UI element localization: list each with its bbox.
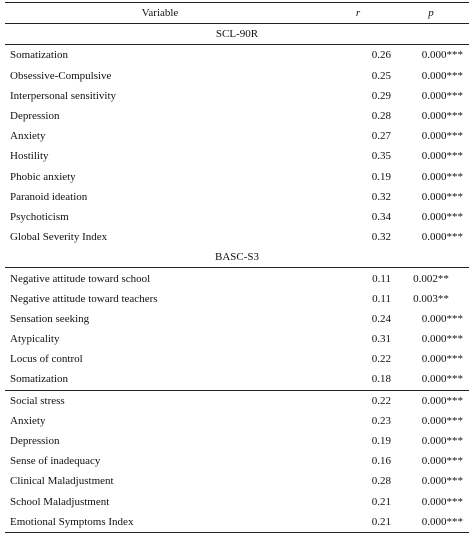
table-row (5, 106, 469, 126)
r-value-cell: 0.28 (371, 475, 391, 488)
section-header-row (5, 247, 469, 268)
p-value-cell: 0.000*** (421, 231, 463, 244)
r-value-cell: 0.11 (372, 292, 391, 305)
p-value-cell: 0.000*** (393, 390, 469, 411)
r-value-cell: 0.26 (371, 49, 391, 62)
section-title: BASC-S3 (5, 247, 469, 268)
table-row (5, 207, 469, 227)
r-value-cell: 0.25 (371, 69, 391, 82)
table-row (5, 268, 469, 289)
r-value-cell: 0.34 (371, 210, 391, 223)
p-value-cell: 0.002** (413, 272, 449, 285)
section-title: SCL-90R (5, 24, 469, 45)
table-row (5, 86, 469, 106)
variable-name-cell: Somatization (10, 49, 69, 62)
variable-name-cell: Depression (10, 435, 60, 448)
table-row (5, 309, 469, 329)
variable-name-cell: Interpersonal sensitivity (10, 89, 117, 102)
p-value-cell: 0.000*** (421, 89, 463, 102)
r-value-cell: 0.19 (371, 170, 391, 183)
table-row (5, 471, 469, 491)
table-row (5, 451, 469, 471)
p-value-cell: 0.000*** (421, 455, 463, 468)
variable-name-cell: Depression (10, 110, 60, 123)
correlation-table (5, 2, 469, 533)
p-value-cell: 0.000*** (421, 495, 463, 508)
p-value-cell: 0.000*** (421, 69, 463, 82)
variable-name-cell: Anxiety (10, 130, 46, 143)
p-value-cell: 0.000*** (393, 512, 469, 533)
r-value-cell: 0.32 (371, 231, 391, 244)
r-value-cell: 0.22 (371, 353, 391, 366)
section-header-row (5, 24, 469, 45)
variable-name-cell: Negative attitude toward school (10, 272, 151, 285)
table-row (5, 167, 469, 187)
p-value-cell: 0.000*** (421, 170, 463, 183)
variable-name-cell: Social stress (5, 390, 323, 411)
r-value-cell: 0.18 (371, 373, 391, 386)
p-value-cell: 0.000*** (421, 190, 463, 203)
table-body (5, 24, 469, 533)
p-value-cell: 0.000*** (421, 130, 463, 143)
r-value-cell: 0.24 (371, 312, 391, 325)
r-value-cell: 0.31 (371, 333, 391, 346)
r-value-cell: 0.23 (371, 414, 391, 427)
r-value-cell: 0.19 (371, 435, 391, 448)
table-row (5, 492, 469, 512)
table-row (5, 349, 469, 369)
table-row (5, 512, 469, 533)
variable-name-cell: Global Severity Index (10, 231, 108, 244)
table-row (5, 66, 469, 86)
table-row (5, 329, 469, 349)
header-r: r (323, 3, 393, 24)
variable-name-cell: Obsessive-Compulsive (10, 69, 112, 82)
r-value-cell: 0.27 (371, 130, 391, 143)
header-variable: Variable (5, 3, 323, 24)
variable-name-cell: Phobic anxiety (10, 170, 76, 183)
table-row (5, 431, 469, 451)
variable-name-cell: Atypicality (10, 333, 60, 346)
header-p: p (393, 3, 469, 24)
r-value-cell: 0.21 (371, 495, 391, 508)
p-value-cell: 0.000*** (421, 150, 463, 163)
p-value-cell: 0.000*** (421, 435, 463, 448)
r-value-cell: 0.22 (323, 390, 393, 411)
p-value-cell: 0.000*** (421, 414, 463, 427)
p-value-cell: 0.000*** (421, 475, 463, 488)
r-value-cell: 0.11 (372, 272, 391, 285)
p-value-cell: 0.000*** (421, 312, 463, 325)
table-row (5, 369, 469, 390)
p-value-cell: 0.000*** (421, 49, 463, 62)
r-value-cell: 0.28 (371, 110, 391, 123)
p-value-cell: 0.000*** (421, 110, 463, 123)
p-value-cell: 0.000*** (421, 333, 463, 346)
variable-name-cell: Paranoid ideation (10, 190, 88, 203)
variable-name-cell: Sense of inadequacy (10, 455, 101, 468)
p-value-cell: 0.000*** (421, 373, 463, 386)
variable-name-cell: Anxiety (10, 414, 46, 427)
table-row (5, 227, 469, 247)
r-value-cell: 0.29 (371, 89, 391, 102)
r-value-cell: 0.16 (371, 455, 391, 468)
p-value-cell: 0.000*** (421, 353, 463, 366)
table-row (5, 146, 469, 166)
p-value-cell: 0.003** (413, 292, 449, 305)
variable-name-cell: Psychoticism (10, 210, 69, 223)
p-value-cell: 0.000*** (421, 210, 463, 223)
r-value-cell: 0.21 (323, 512, 393, 533)
table-row (5, 45, 469, 66)
variable-name-cell: Somatization (10, 373, 69, 386)
variable-name-cell: Hostility (10, 150, 49, 163)
variable-name-cell: School Maladjustment (10, 495, 110, 508)
r-value-cell: 0.35 (371, 150, 391, 163)
variable-name-cell: Sensation seeking (10, 312, 90, 325)
variable-name-cell: Locus of control (10, 353, 83, 366)
table-row (5, 289, 469, 309)
variable-name-cell: Clinical Maladjustment (10, 475, 114, 488)
table-row (5, 187, 469, 207)
variable-name-cell: Negative attitude toward teachers (10, 292, 158, 305)
variable-name-cell: Emotional Symptoms Index (5, 512, 323, 533)
table-row (5, 390, 469, 411)
r-value-cell: 0.32 (371, 190, 391, 203)
correlation-table-container (5, 2, 469, 533)
header-row (5, 3, 469, 24)
table-row (5, 126, 469, 146)
table-row (5, 411, 469, 431)
